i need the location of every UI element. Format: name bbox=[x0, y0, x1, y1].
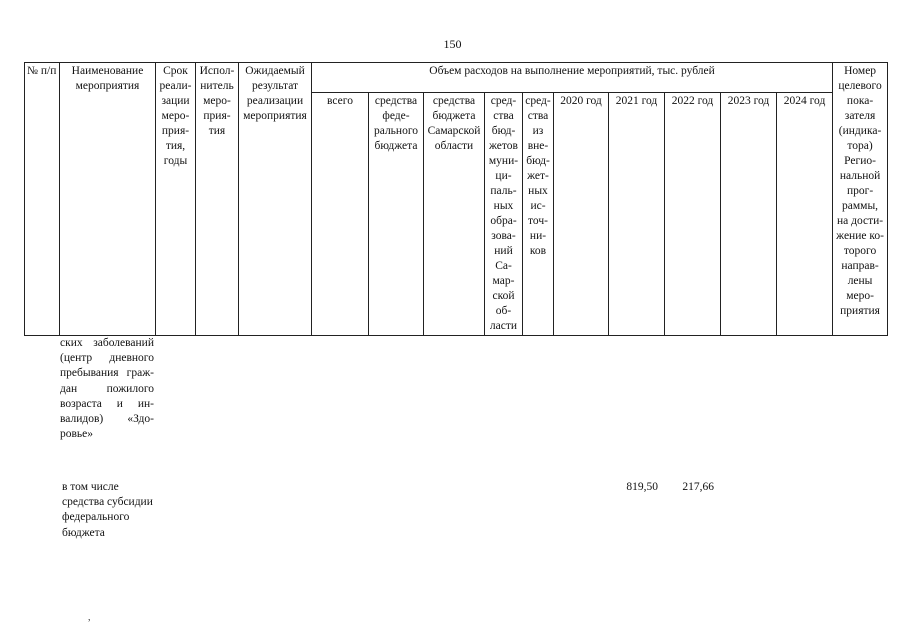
scan-speck: , bbox=[88, 612, 91, 623]
subheader-2021: 2021 год bbox=[609, 93, 665, 336]
subheader-extra: средства из внебюджетных источников bbox=[523, 93, 554, 336]
subheader-total: всего bbox=[312, 93, 369, 336]
header-num: № п/п bbox=[25, 63, 60, 336]
header-result: Ожидаемый результат реализации мероприятия bbox=[239, 63, 312, 336]
subheader-municipal: средства бюджетов муниципальных образований Самарской области bbox=[485, 93, 523, 336]
header-indicator: Номер целевого показателя (индикатора) Региональной программы, на достижение которого направлены мероприятия bbox=[833, 63, 888, 336]
header-executor: Исполнитель мероприятия bbox=[196, 63, 239, 336]
subheader-2022: 2022 год bbox=[665, 93, 721, 336]
page-number: 150 bbox=[443, 37, 462, 51]
value-2022: 217,66 bbox=[682, 481, 714, 493]
subheader-regional: средства бюджета Самарской области bbox=[424, 93, 485, 336]
subheader-2024: 2024 год bbox=[777, 93, 833, 336]
continued-measure-name: ских заболеваний (центр дневного пребывания граждан пожилого возраста и инвалидов) «Здоровье» bbox=[60, 337, 154, 441]
value-2021: 819,50 bbox=[626, 481, 658, 493]
subheader-federal: средства федерального бюджета bbox=[369, 93, 424, 336]
subsidy-label: в том числе средства субсидии федерального бюджета bbox=[62, 481, 153, 539]
header-expenses-group: Объем расходов на выполнение мероприятий, тыс. рублей bbox=[312, 63, 833, 93]
expenses-table-header bbox=[24, 62, 888, 336]
header-name: Наименование мероприятия bbox=[60, 63, 156, 336]
header-term: Срок реализации мероприятия, годы bbox=[156, 63, 196, 336]
subheader-2020: 2020 год bbox=[554, 93, 609, 336]
subheader-2023: 2023 год bbox=[721, 93, 777, 336]
